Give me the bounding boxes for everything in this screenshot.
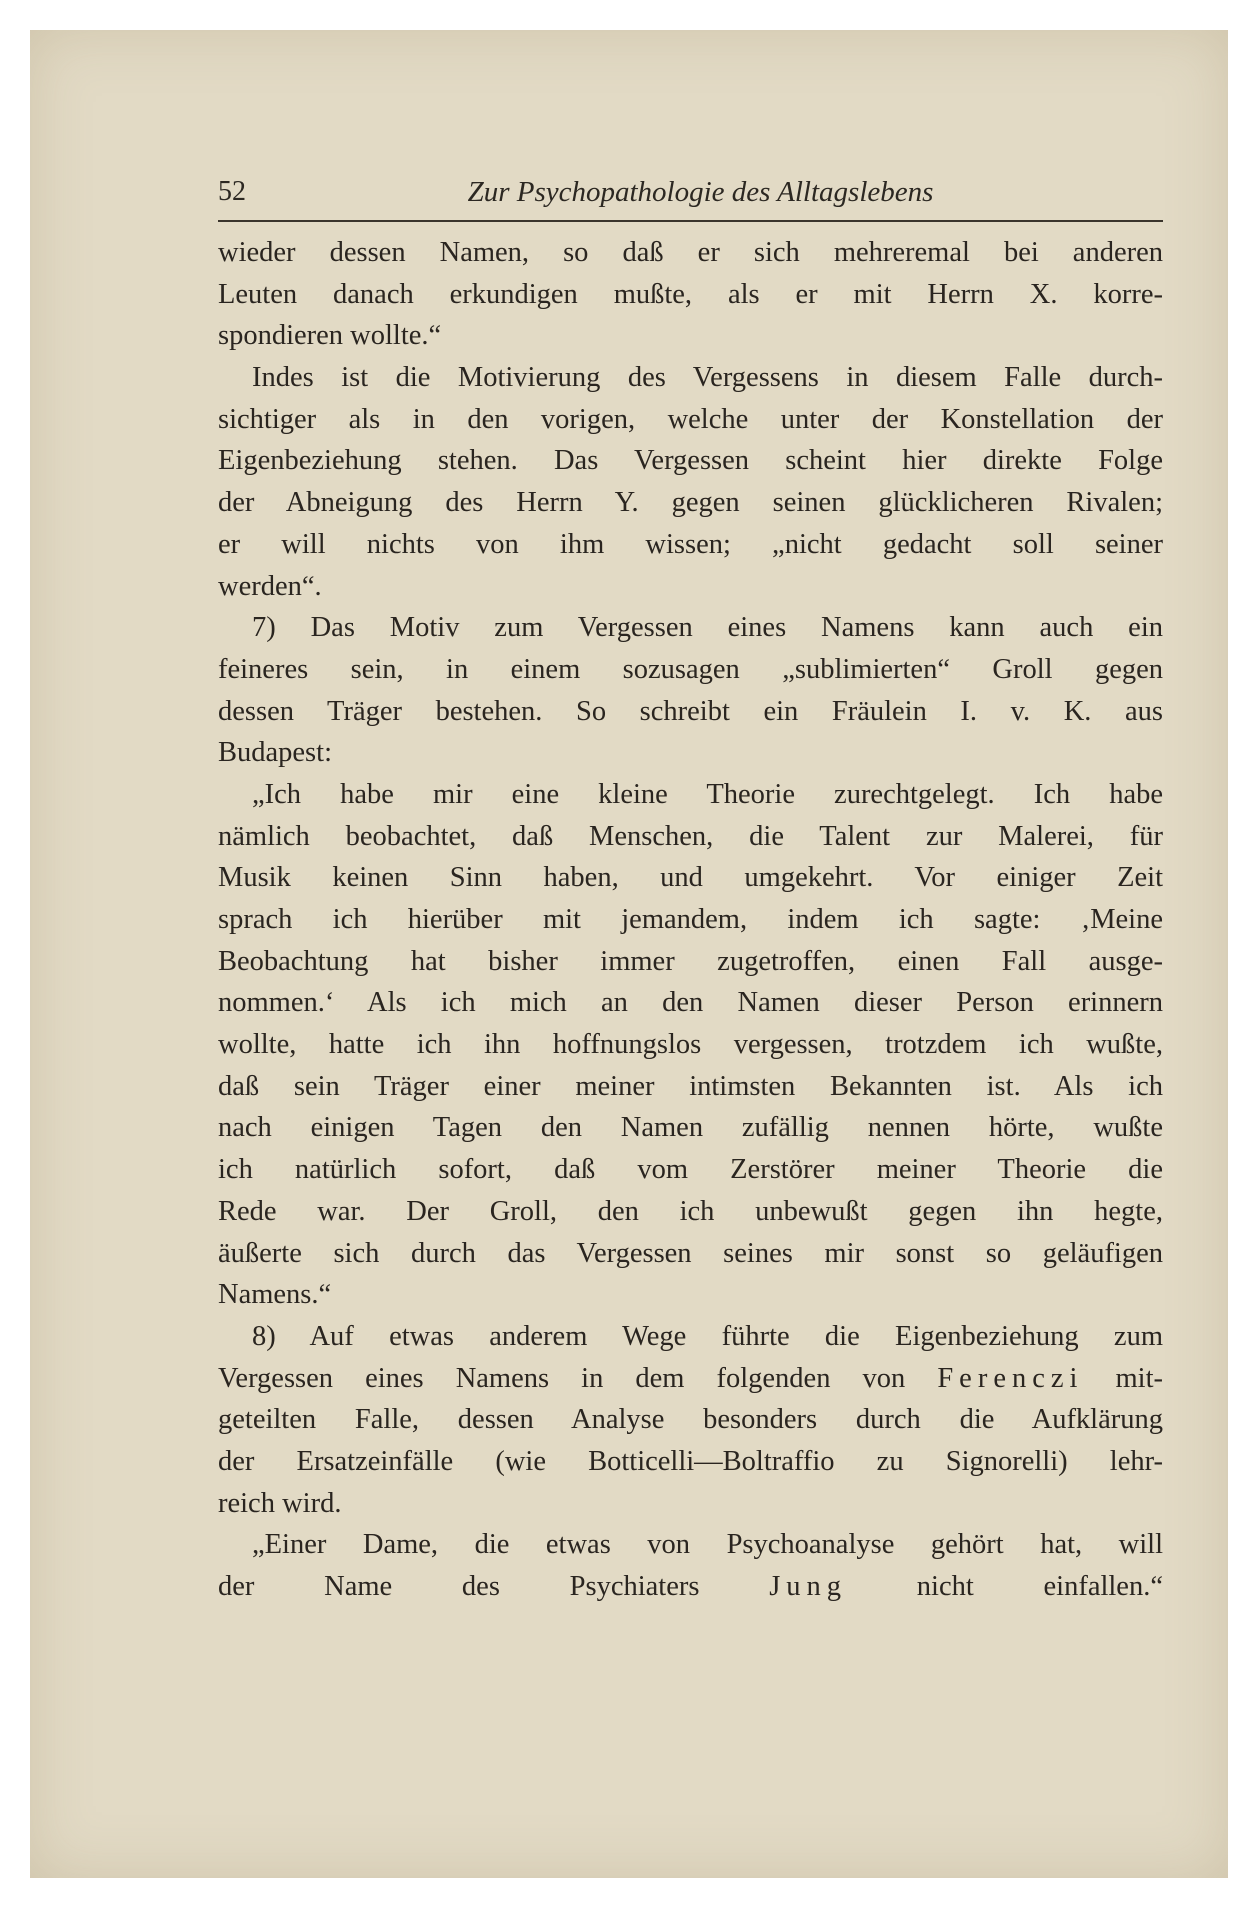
text-line: feineres sein, in einem sozusagen „sublimierten“ Groll gegen <box>218 653 1163 685</box>
text-line: Budapest: <box>218 737 332 769</box>
text-line: der Abneigung des Herrn Y. gegen seinen glücklicheren Rivalen; <box>218 487 1163 519</box>
text-line: spondieren wollte.“ <box>218 320 442 352</box>
text-line: ich natürlich sofort, daß vom Zerstörer meiner Theorie die <box>218 1154 1163 1186</box>
text-line: Musik keinen Sinn haben, und umgekehrt. Vor einiger Zeit <box>218 862 1163 894</box>
text-line: er will nichts von ihm wissen; „nicht gedacht soll seiner <box>218 528 1163 560</box>
text-line: Namens.“ <box>218 1279 332 1311</box>
text-line: sichtiger als in den vorigen, welche unter der Konstellation der <box>218 403 1163 435</box>
page-header <box>218 176 1163 222</box>
page-number: 52 <box>218 176 246 207</box>
text-line: „Ich habe mir eine kleine Theorie zurechtgelegt. Ich habe <box>252 778 1163 810</box>
text-line: nommen.‘ Als ich mich an den Namen dieser Person erinnern <box>218 987 1163 1019</box>
text-line: der Name des Psychiaters Jung nicht einfallen.“ <box>218 1571 1163 1602</box>
text-line: der Ersatzeinfälle (wie Botticelli—Boltraffio zu Signorelli) lehr- <box>218 1445 1163 1477</box>
body-text <box>218 232 1163 1608</box>
spaced-name: Jung <box>769 1571 848 1602</box>
text-line: wieder dessen Namen, so daß er sich mehreremal bei anderen <box>218 237 1163 268</box>
text-line: 7) Das Motiv zum Vergessen eines Namens kann auch ein <box>252 612 1163 644</box>
spaced-name: Ferenczi <box>937 1362 1084 1394</box>
text-line: daß sein Träger einer meiner intimsten Bekannten ist. Als ich <box>218 1070 1163 1102</box>
text-line: Beobachtung hat bisher immer zugetroffen, einen Fall ausge- <box>218 945 1163 977</box>
text-line: dessen Träger bestehen. So schreibt ein Fräulein I. v. K. aus <box>218 695 1163 727</box>
text-line: 8) Auf etwas anderem Wege führte die Eigenbeziehung zum <box>252 1320 1163 1352</box>
text-line: „Einer Dame, die etwas von Psychoanalyse gehört hat, will <box>252 1529 1163 1561</box>
text-line: wollte, hatte ich ihn hoffnungslos vergessen, trotzdem ich wußte, <box>218 1029 1163 1061</box>
text-line: nach einigen Tagen den Namen zufällig nennen hörte, wußte <box>218 1112 1163 1144</box>
text-line: nämlich beobachtet, daß Menschen, die Talent zur Malerei, für <box>218 820 1163 852</box>
text-line: Indes ist die Motivierung des Vergessens in diesem Falle durch- <box>252 362 1163 394</box>
running-title: Zur Psychopathologie des Alltagslebens <box>467 176 934 208</box>
text-line: reich wird. <box>218 1487 342 1519</box>
text-line: geteilten Falle, dessen Analyse besonders durch die Aufklärung <box>218 1404 1163 1436</box>
text-line: Leuten danach erkundigen mußte, als er mit Herrn X. korre- <box>218 278 1163 310</box>
text-line: äußerte sich durch das Vergessen seines mir sonst so geläufigen <box>218 1237 1163 1269</box>
text-line: Vergessen eines Namens in dem folgenden von Ferenczi mit- <box>218 1362 1163 1394</box>
text-line: Eigenbeziehung stehen. Das Vergessen scheint hier direkte Folge <box>218 445 1163 477</box>
text-line: werden“. <box>218 570 322 602</box>
text-line: sprach ich hierüber mit jemandem, indem ich sagte: ‚Meine <box>218 904 1163 935</box>
text-line: Rede war. Der Groll, den ich unbewußt gegen ihn hegte, <box>218 1195 1163 1227</box>
